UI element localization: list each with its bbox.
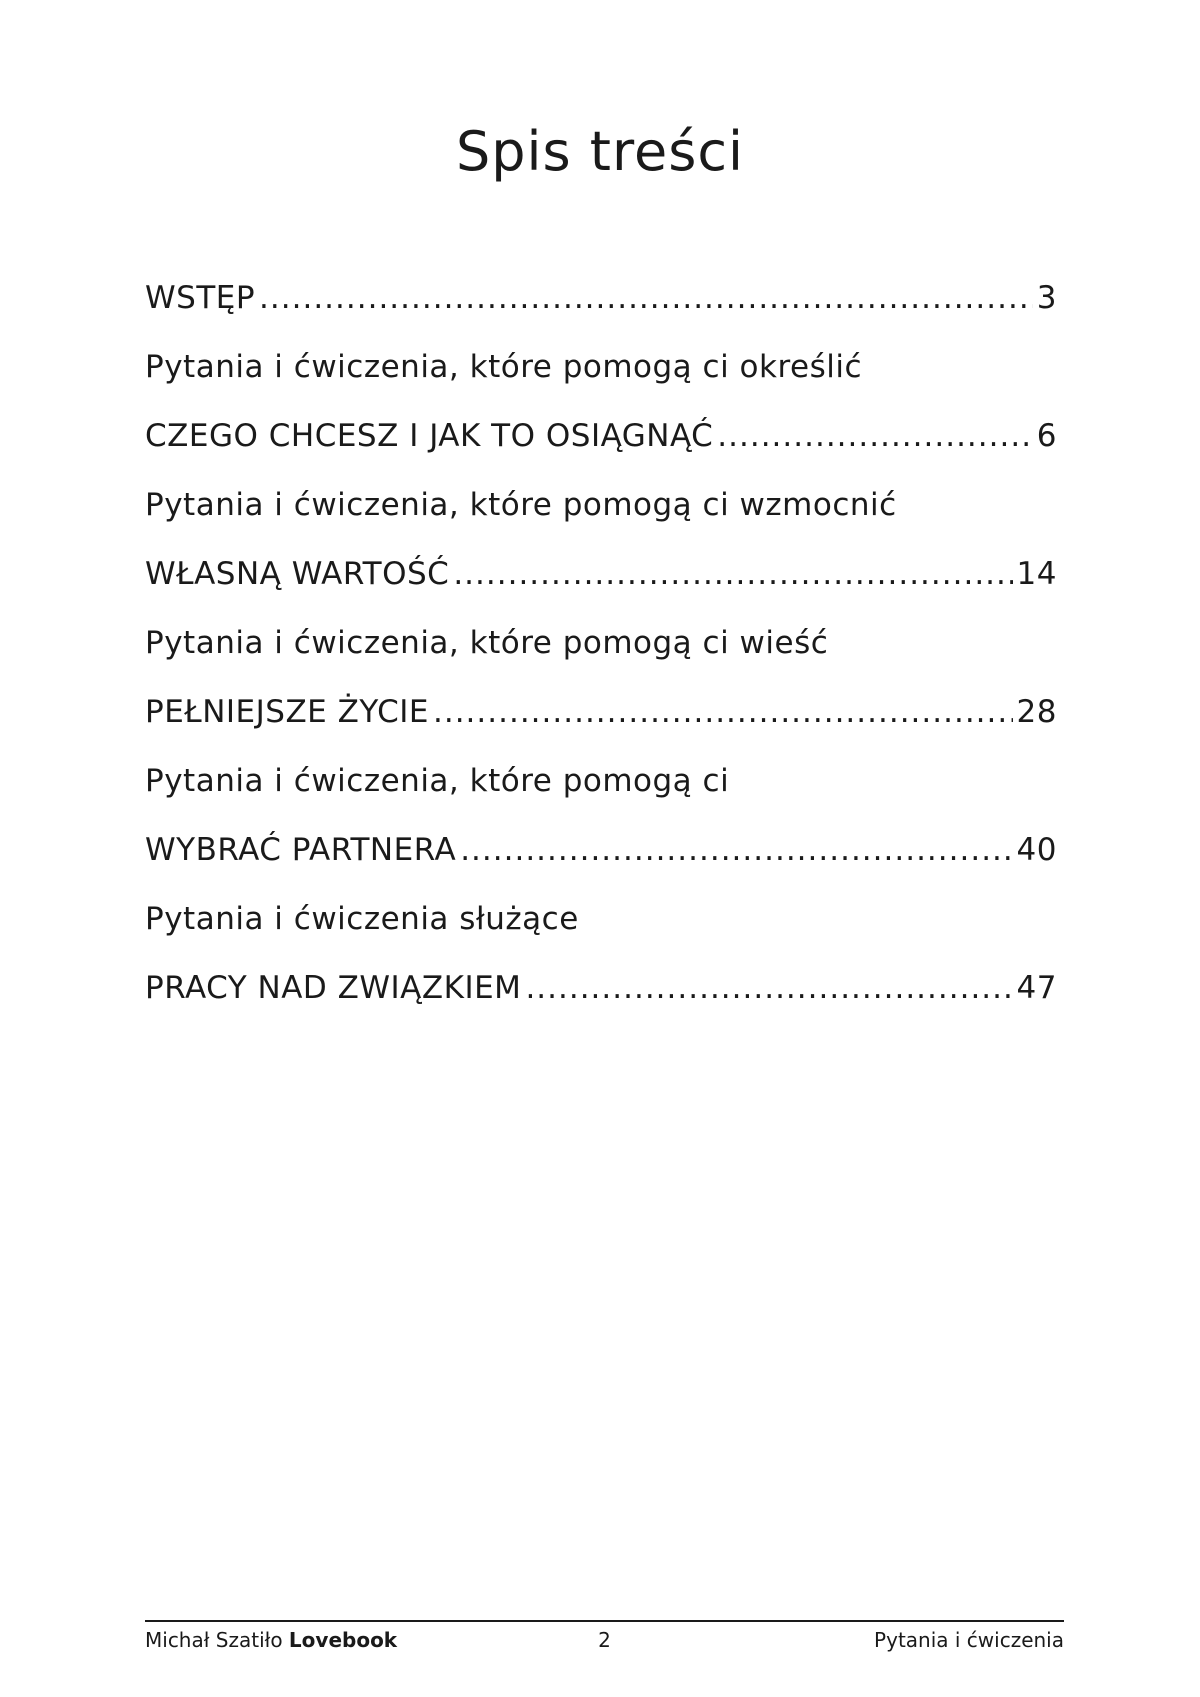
toc-page-number: 3 [1036, 280, 1057, 316]
toc-page-number: 28 [1016, 694, 1057, 730]
dot-leader [433, 694, 1013, 730]
footer-section-title: Pytania i ćwiczenia [874, 1628, 1064, 1652]
toc-page-number: 40 [1016, 832, 1057, 868]
footer-book-title: Lovebook [288, 1628, 398, 1652]
toc-entry-title: CZEGO CHCESZ I JAK TO OSIĄGNĄĆ [145, 418, 714, 454]
toc-subtitle-text: Pytania i ćwiczenia, które pomogą ci wieść [145, 625, 829, 661]
dot-leader [460, 832, 1012, 868]
dot-leader [259, 280, 1033, 316]
page-title: Spis treści [455, 120, 745, 183]
toc-entry-partner[interactable] [145, 832, 1057, 901]
dot-leader [525, 970, 1012, 1006]
dot-leader [453, 556, 1012, 592]
toc-subtitle-line [145, 487, 1057, 556]
toc-subtitle-line [145, 763, 1057, 832]
toc-subtitle-text: Pytania i ćwiczenia, które pomogą ci określić [145, 349, 863, 385]
toc-entry-fuller-life[interactable] [145, 694, 1057, 763]
toc-subtitle-line [145, 901, 1057, 970]
table-of-contents [145, 280, 1057, 1039]
toc-entry-relationship[interactable] [145, 970, 1057, 1039]
toc-entry-title: WYBRAĆ PARTNERA [145, 832, 457, 868]
toc-entry-intro[interactable] [145, 280, 1057, 349]
toc-page-number: 14 [1016, 556, 1057, 592]
toc-page-number: 47 [1016, 970, 1057, 1006]
footer-author: Michał Szatiło [145, 1628, 283, 1652]
dot-leader [717, 418, 1032, 454]
page-footer [145, 1628, 1064, 1658]
toc-entry-title: WŁASNĄ WARTOŚĆ [145, 556, 450, 592]
toc-entry-title: WSTĘP [145, 280, 256, 316]
footer-page-number: 2 [598, 1628, 611, 1652]
toc-page-number: 6 [1036, 418, 1057, 454]
toc-subtitle-text: Pytania i ćwiczenia, które pomogą ci [145, 763, 730, 799]
footer-divider [145, 1620, 1064, 1622]
toc-subtitle-text: Pytania i ćwiczenia służące [145, 901, 579, 937]
toc-entry-self-worth[interactable] [145, 556, 1057, 625]
toc-entry-title: PEŁNIEJSZE ŻYCIE [145, 694, 429, 730]
toc-entry-goals[interactable] [145, 418, 1057, 487]
toc-subtitle-line [145, 625, 1057, 694]
toc-subtitle-line [145, 349, 1057, 418]
toc-subtitle-text: Pytania i ćwiczenia, które pomogą ci wzmocnić [145, 487, 897, 523]
toc-entry-title: PRACY NAD ZWIĄZKIEM [145, 970, 522, 1006]
